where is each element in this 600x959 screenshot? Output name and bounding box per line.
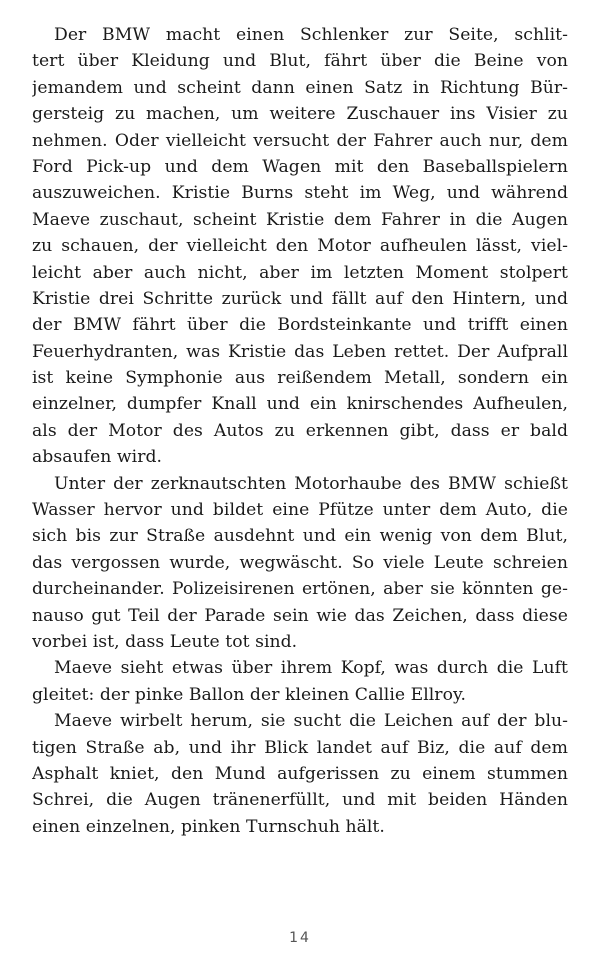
text-line: durcheinander. Polizeisirenen ertönen, aber sie könnten ge-	[32, 579, 568, 600]
text-line: Unter der zerknautschten Motorhaube des BMW schießt	[54, 473, 568, 494]
text-line: Maeve wirbelt herum, sie sucht die Leichen auf der blu-	[54, 711, 568, 732]
text-line: das vergossen wurde, wegwäscht. So viele Leute schreien	[32, 552, 568, 573]
text-line: gleitet: der pinke Ballon der kleinen Callie Ellroy.	[32, 684, 466, 705]
paragraph-4	[32, 708, 568, 840]
text-line: als der Motor des Autos zu erkennen gibt, dass er bald	[32, 420, 568, 441]
text-line: Ford Pick-up und dem Wagen mit den Baseballspielern	[32, 156, 568, 177]
text-line: Feuerhydranten, was Kristie das Leben rettet. Der Aufprall	[32, 341, 568, 362]
text-line: tert über Kleidung und Blut, fährt über die Beine von	[32, 51, 568, 72]
text-line: nehmen. Oder vielleicht versucht der Fahrer auch nur, dem	[32, 130, 568, 151]
text-line: Maeve zuschaut, scheint Kristie dem Fahrer in die Augen	[32, 209, 568, 230]
text-line: Maeve sieht etwas über ihrem Kopf, was durch die Luft	[54, 658, 568, 679]
text-line: einen einzelnen, pinken Turnschuh hält.	[32, 816, 385, 837]
text-line: ist keine Symphonie aus reißendem Metall, sondern ein	[32, 368, 568, 389]
text-line: nauso gut Teil der Parade sein wie das Zeichen, dass diese	[32, 605, 568, 626]
text-line: der BMW fährt über die Bordsteinkante und trifft einen	[32, 315, 568, 336]
text-line: Schrei, die Augen tränenerfüllt, und mit beiden Händen	[32, 790, 568, 811]
text-line: vorbei ist, dass Leute tot sind.	[32, 631, 298, 652]
paragraph-1	[32, 22, 568, 471]
text-line: Wasser hervor und bildet eine Pfütze unter dem Auto, die	[32, 500, 568, 521]
text-line: leicht aber auch nicht, aber im letzten Moment stolpert	[32, 262, 568, 283]
text-line: Der BMW macht einen Schlenker zur Seite, schlit-	[54, 25, 568, 45]
paragraph-3	[32, 655, 568, 708]
text-line: tigen Straße ab, und ihr Blick landet auf Biz, die auf dem	[32, 737, 568, 758]
paragraph-2	[32, 471, 568, 656]
text-line: absaufen wird.	[32, 447, 163, 468]
text-line: sich bis zur Straße ausdehnt und ein wenig von dem Blut,	[32, 526, 568, 547]
text-line: Kristie drei Schritte zurück und fällt auf den Hintern, und	[32, 288, 568, 309]
body-text	[32, 22, 568, 840]
text-line: jemandem und scheint dann einen Satz in Richtung Bür-	[32, 77, 568, 98]
text-line: gersteig zu machen, um weitere Zuschauer ins Visier zu	[32, 104, 568, 125]
page-number: 14	[289, 930, 311, 946]
text-line: zu schauen, der vielleicht den Motor aufheulen lässt, viel-	[32, 236, 568, 257]
text-line: auszuweichen. Kristie Burns steht im Weg, und während	[32, 183, 568, 204]
text-line: einzelner, dumpfer Knall und ein knirschendes Aufheulen,	[32, 394, 568, 415]
text-line: Asphalt kniet, den Mund aufgerissen zu einem stummen	[32, 763, 568, 784]
